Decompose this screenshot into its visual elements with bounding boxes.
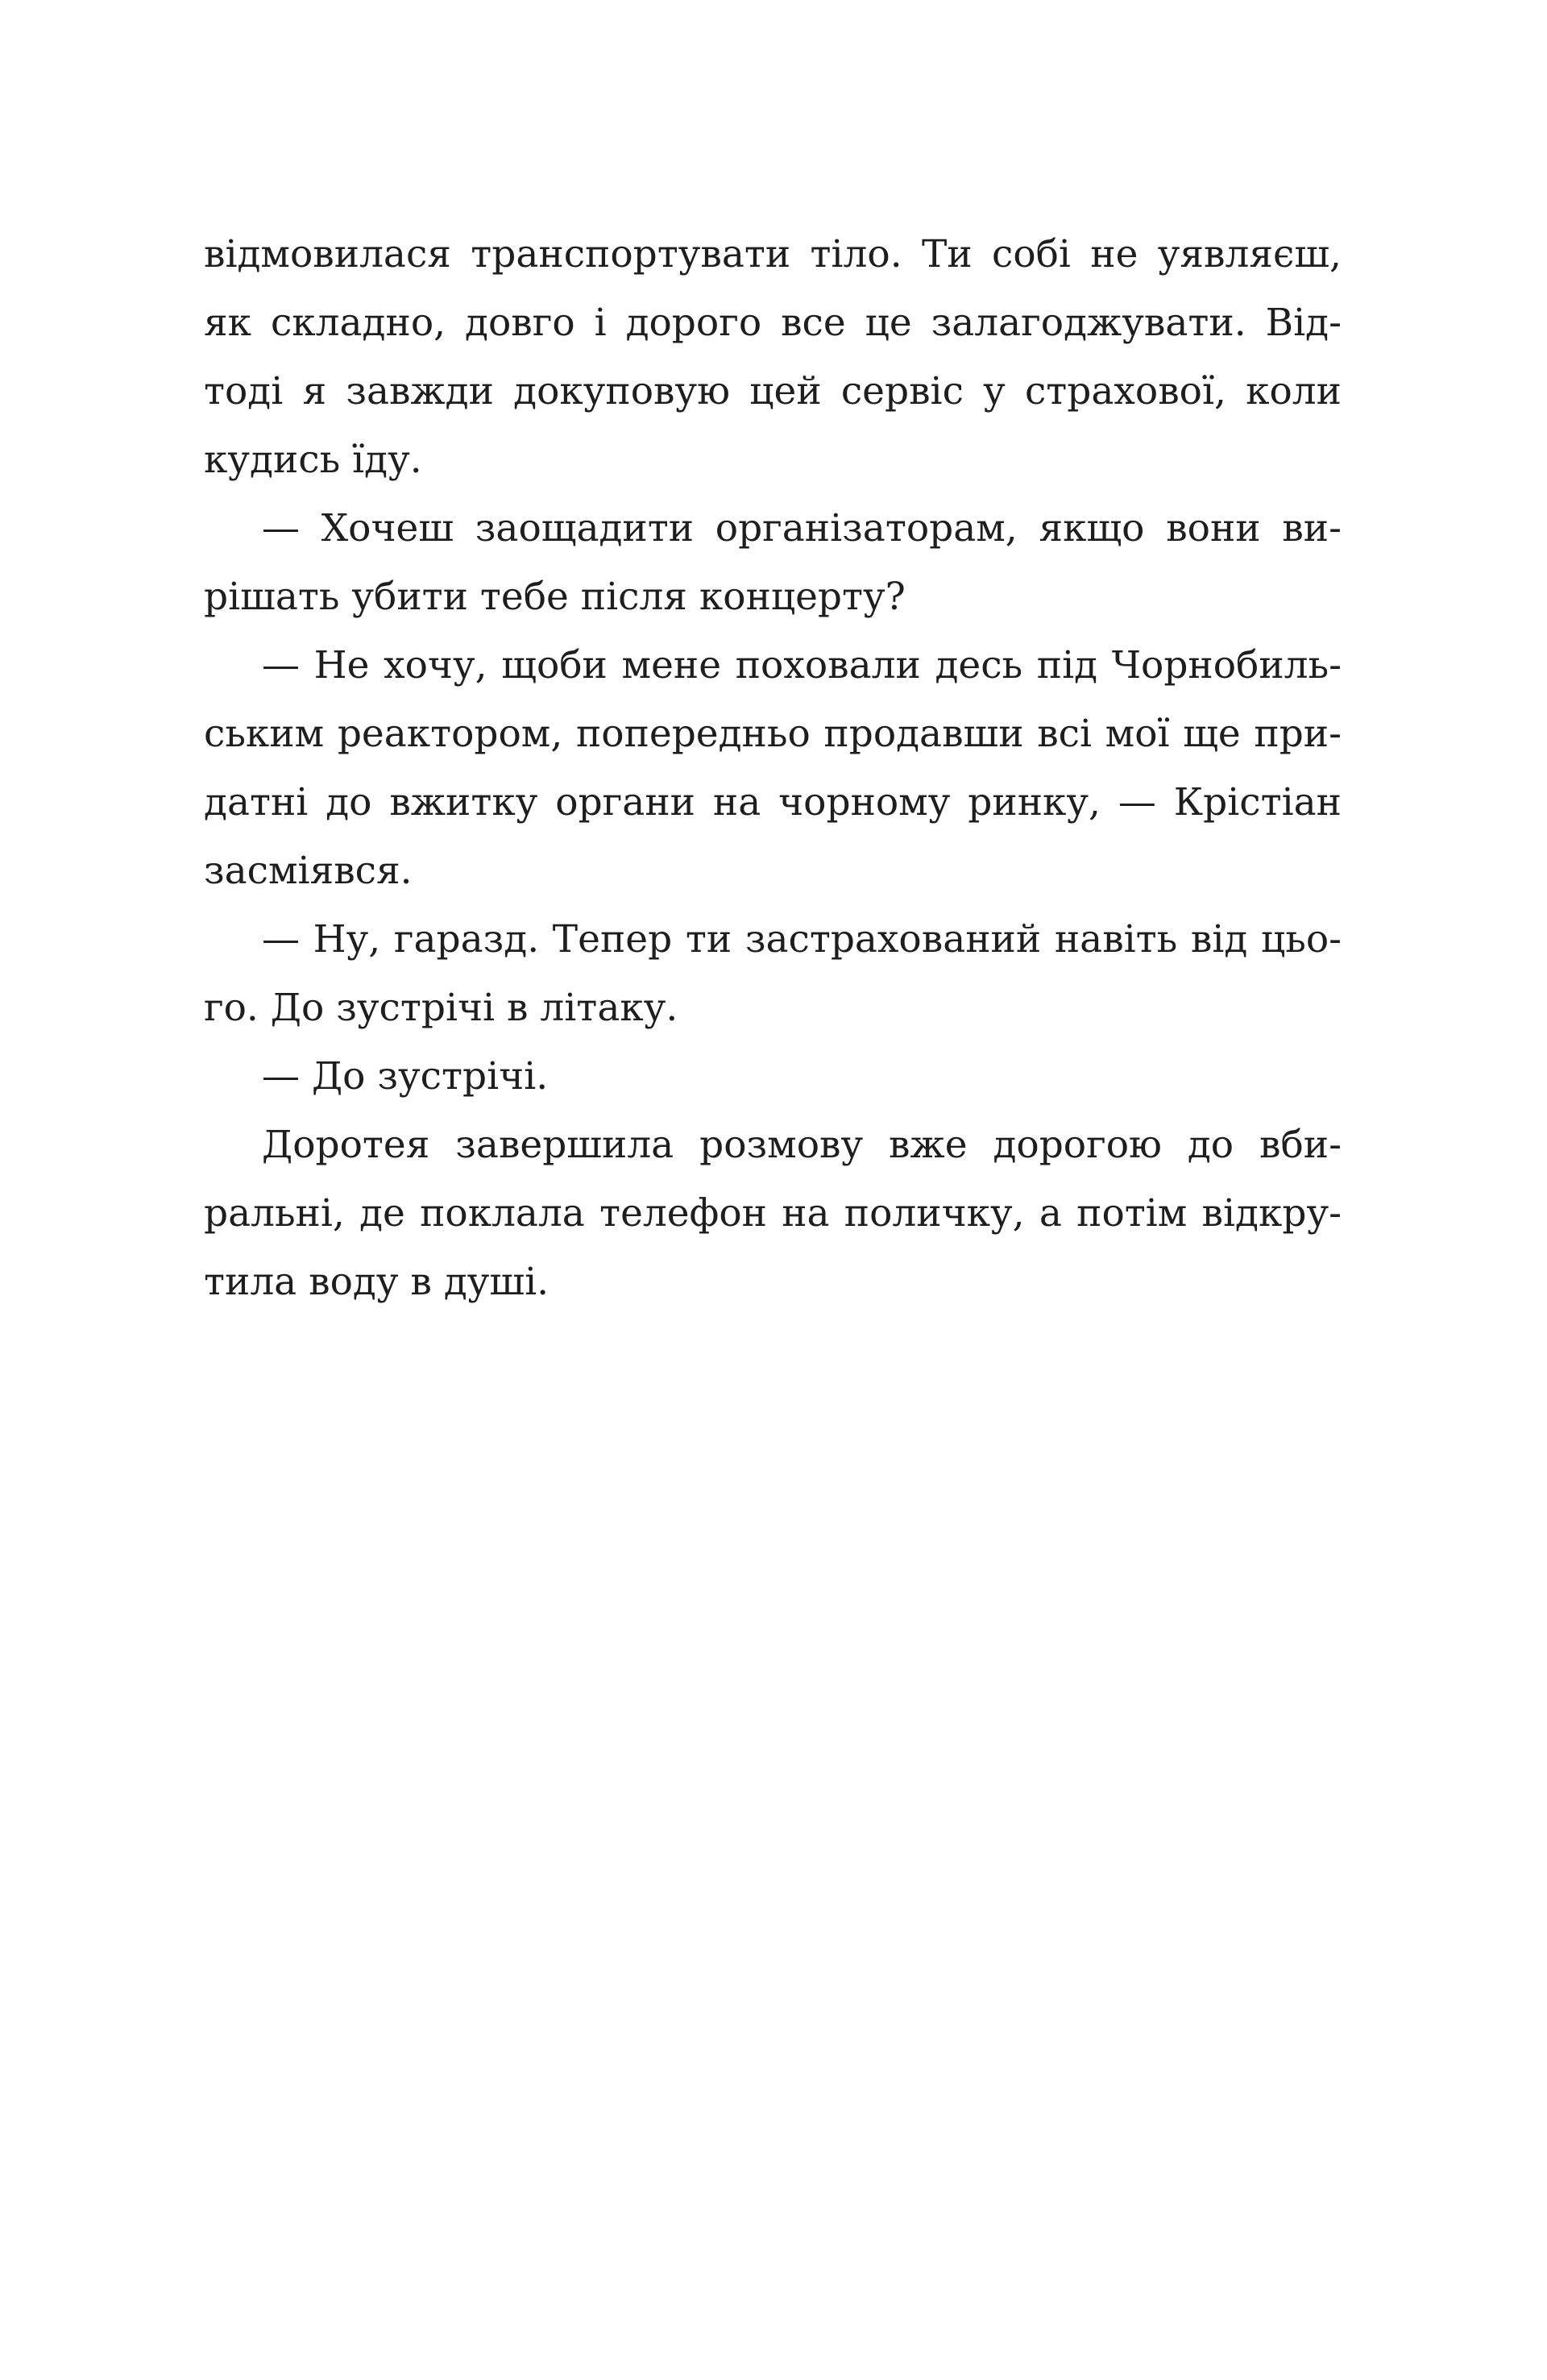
text-line: го. До зустрічі в літаку. xyxy=(204,986,678,1030)
text-line: тила воду в душі. xyxy=(204,1260,550,1304)
text-line: тоді я завжди докуповую цей сервіс у страхової, коли xyxy=(204,369,1342,413)
text-line: — Ну, гаразд. Тепер ти застрахований навіть від цьо- xyxy=(262,917,1342,962)
text-line: датні до вжитку органи на чорному ринку, — Крістіан xyxy=(204,780,1342,824)
text-line: — Хочеш заощадити організаторам, якщо вони ви- xyxy=(262,506,1342,550)
text-line: ським реактором, попередньо продавши всі мої ще при- xyxy=(204,712,1342,756)
text-line: рішать убити тебе після концерту? xyxy=(204,575,906,619)
text-line: кудись їду. xyxy=(204,438,422,482)
text-line: відмовилася транспортувати тіло. Ти собі не уявляєш, xyxy=(204,232,1342,276)
text-line: ральні, де поклала телефон на поличку, а потім відкру- xyxy=(204,1191,1342,1236)
text-line: — До зустрічі. xyxy=(262,1054,549,1099)
text-line: — Не хочу, щоби мене поховали десь під Чорнобиль- xyxy=(262,643,1342,687)
text-line: Доротея завершила розмову вже дорогою до вби- xyxy=(262,1123,1342,1167)
text-line: засміявся. xyxy=(204,849,413,893)
text-line: як складно, довго і дорого все це залагоджувати. Від- xyxy=(204,301,1342,345)
page-text-block xyxy=(204,220,1342,1316)
